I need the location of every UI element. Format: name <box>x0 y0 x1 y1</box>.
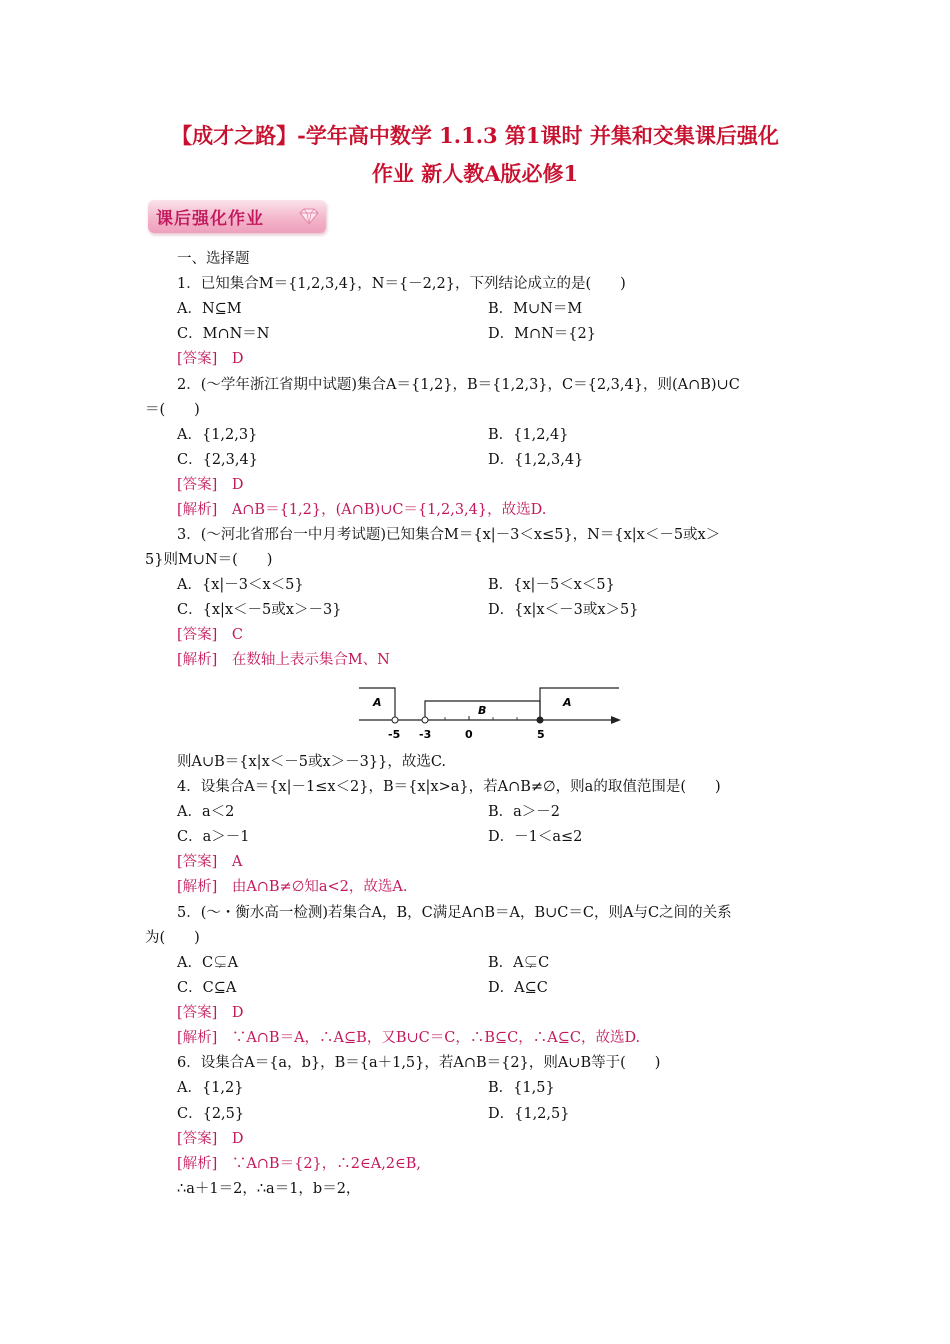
q3-answer: [答案] C <box>177 627 243 643</box>
question-5: 5．(～・衡水高一检测)若集合A，B，C满足A∩B＝A，B∪C＝C，则A与C之间的关系 <box>177 905 732 921</box>
q3-conclusion: 则A∪B＝{x|x＜－5或x＞－3}}，故选C. <box>177 754 447 770</box>
question-4: 4．设集合A＝{x|－1≤x＜2}，B＝{x|x>a}，若A∩B≠∅，则a的取值范围是( ) <box>177 779 721 795</box>
section-banner <box>148 200 326 233</box>
q2-option-a: A．{1,2,3} <box>177 427 258 443</box>
q4-option-d: D．－1＜a≤2 <box>488 829 583 845</box>
q6-option-c: C．{2,5} <box>177 1106 245 1122</box>
q5-analysis: [解析] ∵A∩B＝A，∴A⊆B，又B∪C＝C，∴B⊆C，∴A⊆C，故选D. <box>177 1030 641 1046</box>
label-b: B <box>478 704 487 717</box>
tick-label-minus5: -5 <box>388 728 401 741</box>
q2-option-b: B．{1,2,4} <box>488 427 569 443</box>
q3-analysis: [解析] 在数轴上表示集合M、N <box>177 652 390 668</box>
q1-answer: [答案] D <box>177 351 244 367</box>
question-2: 2．(～学年浙江省期中试题)集合A＝{1,2}，B＝{1,2,3}，C＝{2,3,4}，则(A∩B)∪C <box>177 377 740 393</box>
q2-answer: [答案] D <box>177 477 244 493</box>
q6-option-a: A．{1,2} <box>177 1080 244 1096</box>
q6-analysis: [解析] ∵A∩B＝{2}，∴2∈A,2∈B, <box>177 1156 422 1172</box>
q6-option-d: D．{1,2,5} <box>488 1106 570 1122</box>
q4-analysis: [解析] 由A∩B≠∅知a<2，故选A. <box>177 879 408 895</box>
q5-answer: [答案] D <box>177 1005 244 1021</box>
q6-answer: [答案] D <box>177 1131 244 1147</box>
q6-option-b: B．{1,5} <box>488 1080 555 1096</box>
q4-option-b: B．a＞－2 <box>488 804 561 820</box>
closed-point-5 <box>537 717 543 723</box>
q3-option-b: B．{x|－5＜x＜5} <box>488 577 615 593</box>
number-line-figure <box>357 686 627 744</box>
document-title-line1: 【成才之路】-学年高中数学 1.1.3 第1课时 并集和交集课后强化 <box>171 123 779 148</box>
question-5-cont: 为( ) <box>145 930 200 946</box>
q1-option-a: A．N⊆M <box>177 301 242 317</box>
q3-option-c: C．{x|x＜－5或x＞－3} <box>177 602 342 618</box>
document-title-line2: 作业 新人教A版必修1 <box>371 161 579 186</box>
q2-option-c: C．{2,3,4} <box>177 452 258 468</box>
q4-option-a: A．a＜2 <box>177 804 235 820</box>
q5-option-c: C．C⊆A <box>177 980 237 996</box>
question-3-cont: 5}则M∪N＝( ) <box>145 552 273 568</box>
label-a-left: A <box>373 696 382 709</box>
q4-answer: [答案] A <box>177 854 243 870</box>
q4-option-c: C．a＞－1 <box>177 829 250 845</box>
q5-option-b: B．A⊊C <box>488 955 550 971</box>
banner-label: 课后强化作业 <box>156 209 264 229</box>
q1-option-c: C．M∩N＝N <box>177 326 270 342</box>
q1-option-b: B．M∪N＝M <box>488 301 583 317</box>
open-point-minus3 <box>422 717 428 723</box>
question-6: 6．设集合A＝{a，b}，B＝{a＋1,5}，若A∩B＝{2}，则A∪B等于( ) <box>177 1055 661 1071</box>
tick-label-0: 0 <box>465 728 473 741</box>
question-1: 1．已知集合M＝{1,2,3,4}，N＝{－2,2}，下列结论成立的是( ) <box>177 276 626 292</box>
open-point-minus5 <box>392 717 398 723</box>
region-a-right <box>540 688 619 718</box>
question-3: 3．(～河北省邢台一中月考试题)已知集合M＝{x|－3＜x≤5}，N＝{x|x＜－5或x＞ <box>177 527 721 543</box>
diamond-icon <box>298 208 320 225</box>
q5-option-a: A．C⊊A <box>177 955 239 971</box>
tick-label-minus3: -3 <box>419 728 432 741</box>
q3-option-a: A．{x|－3＜x＜5} <box>177 577 304 593</box>
q6-analysis-cont: ∴a＋1＝2，∴a＝1，b＝2， <box>177 1181 361 1197</box>
label-a-right: A <box>563 696 572 709</box>
section-heading: 一、选择题 <box>177 251 250 267</box>
axis-arrow <box>611 716 621 724</box>
q2-option-d: D．{1,2,3,4} <box>488 452 584 468</box>
question-2-cont: ＝( ) <box>145 402 200 418</box>
q1-option-d: D．M∩N＝{2} <box>488 326 596 342</box>
q2-analysis: [解析] A∩B＝{1,2}，(A∩B)∪C＝{1,2,3,4}，故选D. <box>177 502 547 518</box>
q3-option-d: D．{x|x＜－3或x＞5} <box>488 602 639 618</box>
tick-label-5: 5 <box>537 728 545 741</box>
q5-option-d: D．A⊆C <box>488 980 548 996</box>
